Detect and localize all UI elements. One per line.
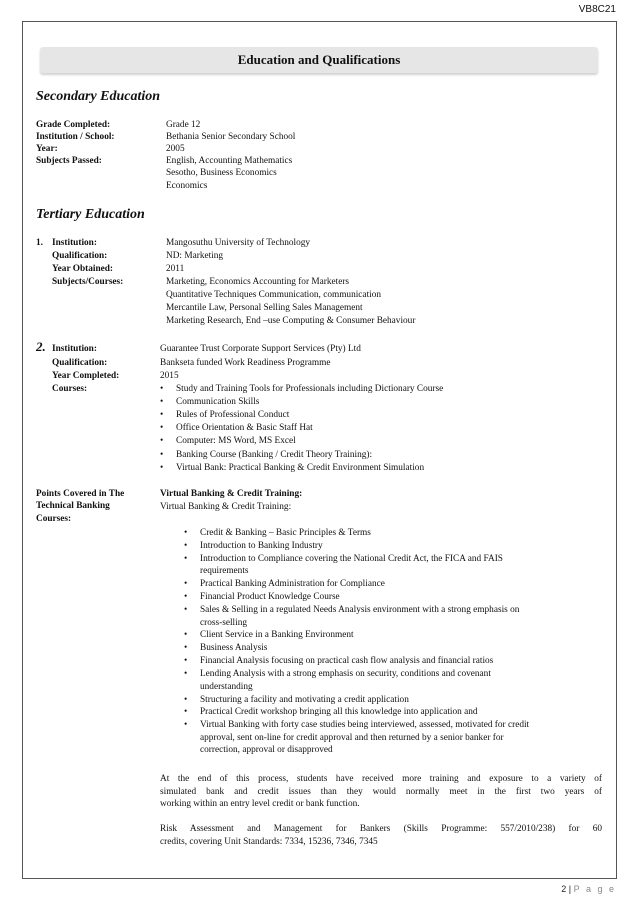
training-point-line: Credit & Banking – Basic Principles & Terms (200, 528, 371, 538)
t1-subjects-line: Quantitative Techniques Communication, communication (166, 290, 382, 300)
subjects-label: Subjects Passed: (36, 156, 102, 166)
t2-year-value: 2015 (160, 371, 179, 381)
course-text: Rules of Professional Conduct (176, 410, 290, 421)
training-point-line: Business Analysis (200, 643, 268, 654)
training-point-line: correction, approval or disapproved (200, 745, 333, 756)
paragraph-line: At the end of this process, students have received more training and exposure to a variety of (160, 774, 602, 784)
points-heading: Virtual Banking & Credit Training: (160, 489, 303, 499)
bullet-icon: • (184, 579, 188, 590)
bullet-icon: • (184, 643, 188, 654)
institution-label: Institution / School: (36, 132, 115, 142)
training-point-line: approval, sent on-line for credit approval and then returned by a senior banker for (200, 732, 504, 743)
bullet-icon: • (184, 630, 188, 641)
bullet-icon: • (160, 384, 164, 394)
page-title: Education and Qualifications (40, 47, 598, 73)
course-text: Communication Skills (176, 397, 260, 408)
bullet-icon: • (160, 397, 164, 408)
t1-subjects-label: Subjects/Courses: (52, 277, 124, 287)
t1-subjects-line: Marketing Research, End –use Computing & Consumer Behaviour (166, 316, 416, 326)
bullet-icon: • (184, 669, 188, 680)
points-label-line: Technical Banking (36, 501, 110, 512)
t2-year-label: Year Completed: (52, 371, 120, 381)
t1-institution-value: Mangosuthu University of Technology (166, 238, 311, 248)
points-covered-label (36, 488, 124, 525)
year-label: Year: (36, 144, 58, 154)
bullet-icon: • (184, 605, 188, 615)
t2-institution-value: Guarantee Trust Corporate Support Services (Pty) Ltd (160, 344, 361, 354)
training-point-line: Financial Product Knowledge Course (200, 592, 340, 603)
training-point-line: Lending Analysis with a strong emphasis on security, conditions and covenant (200, 669, 491, 680)
training-point-line: Practical Banking Administration for Compliance (200, 579, 385, 590)
footer-separator: | (568, 884, 572, 894)
t1-qualification-label: Qualification: (52, 251, 108, 261)
bullet-icon: • (184, 592, 188, 603)
institution-value: Bethania Senior Secondary School (166, 132, 296, 142)
bullet-icon: • (184, 707, 188, 718)
tertiary-education-heading: Tertiary Education (36, 207, 145, 222)
page-word: P a g e (573, 884, 616, 894)
grade-label: Grade Completed: (36, 120, 111, 130)
paragraph-line: simulated bank and credit issues than they would normally meet in the first two years of (160, 786, 602, 797)
course-text: Virtual Bank: Practical Banking & Credit Environment Simulation (176, 462, 425, 473)
paragraph-line: working within an entry level credit or bank function. (160, 799, 360, 810)
risk-assessment-paragraph (160, 823, 602, 848)
bullet-icon: • (184, 528, 188, 538)
t2-institution-label: Institution: (52, 344, 97, 354)
bullet-icon: • (160, 449, 164, 460)
training-point-line: requirements (200, 566, 249, 577)
document-code: VB8C21 (578, 4, 616, 15)
t1-subjects-line: Marketing, Economics Accounting for Marketers (166, 277, 350, 287)
points-label-line: Points Covered in The (36, 489, 125, 499)
subjects-line: Sesotho, Business Economics (166, 168, 277, 178)
t1-year-value: 2011 (166, 264, 185, 274)
training-point-line: Introduction to Compliance covering the National Credit Act, the FICA and FAIS (200, 553, 503, 564)
bullet-icon: • (184, 720, 188, 731)
subjects-line: English, Accounting Mathematics (166, 156, 293, 166)
paragraph-line: Risk Assessment and Management for Bankers (Skills Programme: 557/2010/238) for 60 (160, 824, 602, 834)
training-point-line: Practical Credit workshop bringing all this knowledge into application and (200, 707, 478, 718)
page-footer (561, 884, 616, 894)
t2-courses-label: Courses: (52, 384, 88, 394)
training-point-line: Sales & Selling in a regulated Needs Analysis environment with a strong emphasis on (200, 605, 520, 615)
t2-qualification-label: Qualification: (52, 358, 108, 368)
bullet-icon: • (160, 423, 164, 434)
points-label-line: Courses: (36, 513, 72, 524)
paragraph-line: credits, covering Unit Standards: 7334, 15236, 7346, 7345 (160, 836, 378, 847)
bullet-icon: • (160, 462, 164, 473)
training-point-line: Structuring a facility and motivating a credit application (200, 694, 409, 705)
course-text: Office Orientation & Basic Staff Hat (176, 423, 313, 434)
bullet-icon: • (160, 436, 164, 447)
t2-qualification-value: Bankseta funded Work Readiness Programme (160, 358, 331, 368)
points-subheading: Virtual Banking & Credit Training: (160, 502, 292, 512)
t1-number: 1. (36, 238, 43, 248)
training-point-line: Financial Analysis focusing on practical cash flow analysis and financial ratios (200, 656, 494, 667)
year-value: 2005 (166, 144, 185, 154)
t1-institution-label: Institution: (52, 238, 97, 248)
t1-subjects-line: Mercantile Law, Personal Selling Sales Management (166, 303, 363, 313)
training-point-line: understanding (200, 681, 253, 692)
bullet-icon: • (184, 694, 188, 705)
bullet-icon: • (160, 410, 164, 421)
training-point-line: Virtual Banking with forty case studies being interviewed, assessed, motivated for credit (200, 720, 530, 731)
t1-qualification-value: ND: Marketing (166, 251, 224, 261)
training-point-line: Introduction to Banking Industry (200, 540, 323, 551)
training-point-line: Client Service in a Banking Environment (200, 630, 354, 641)
subjects-line: Economics (166, 181, 208, 191)
page-number: 2 (561, 884, 567, 894)
t2-number: 2. (36, 339, 46, 354)
bullet-icon: • (184, 656, 188, 667)
bullet-icon: • (184, 553, 188, 564)
grade-value: Grade 12 (166, 120, 201, 130)
summary-paragraph (160, 773, 602, 811)
training-point-line: cross-selling (200, 617, 247, 628)
secondary-education-heading: Secondary Education (36, 89, 161, 104)
course-text: Banking Course (Banking / Credit Theory Training): (176, 449, 373, 460)
t1-year-label: Year Obtained: (52, 264, 114, 274)
bullet-icon: • (184, 540, 188, 551)
course-text: Computer: MS Word, MS Excel (176, 436, 296, 447)
course-text: Study and Training Tools for Professionals including Dictionary Course (176, 384, 444, 394)
